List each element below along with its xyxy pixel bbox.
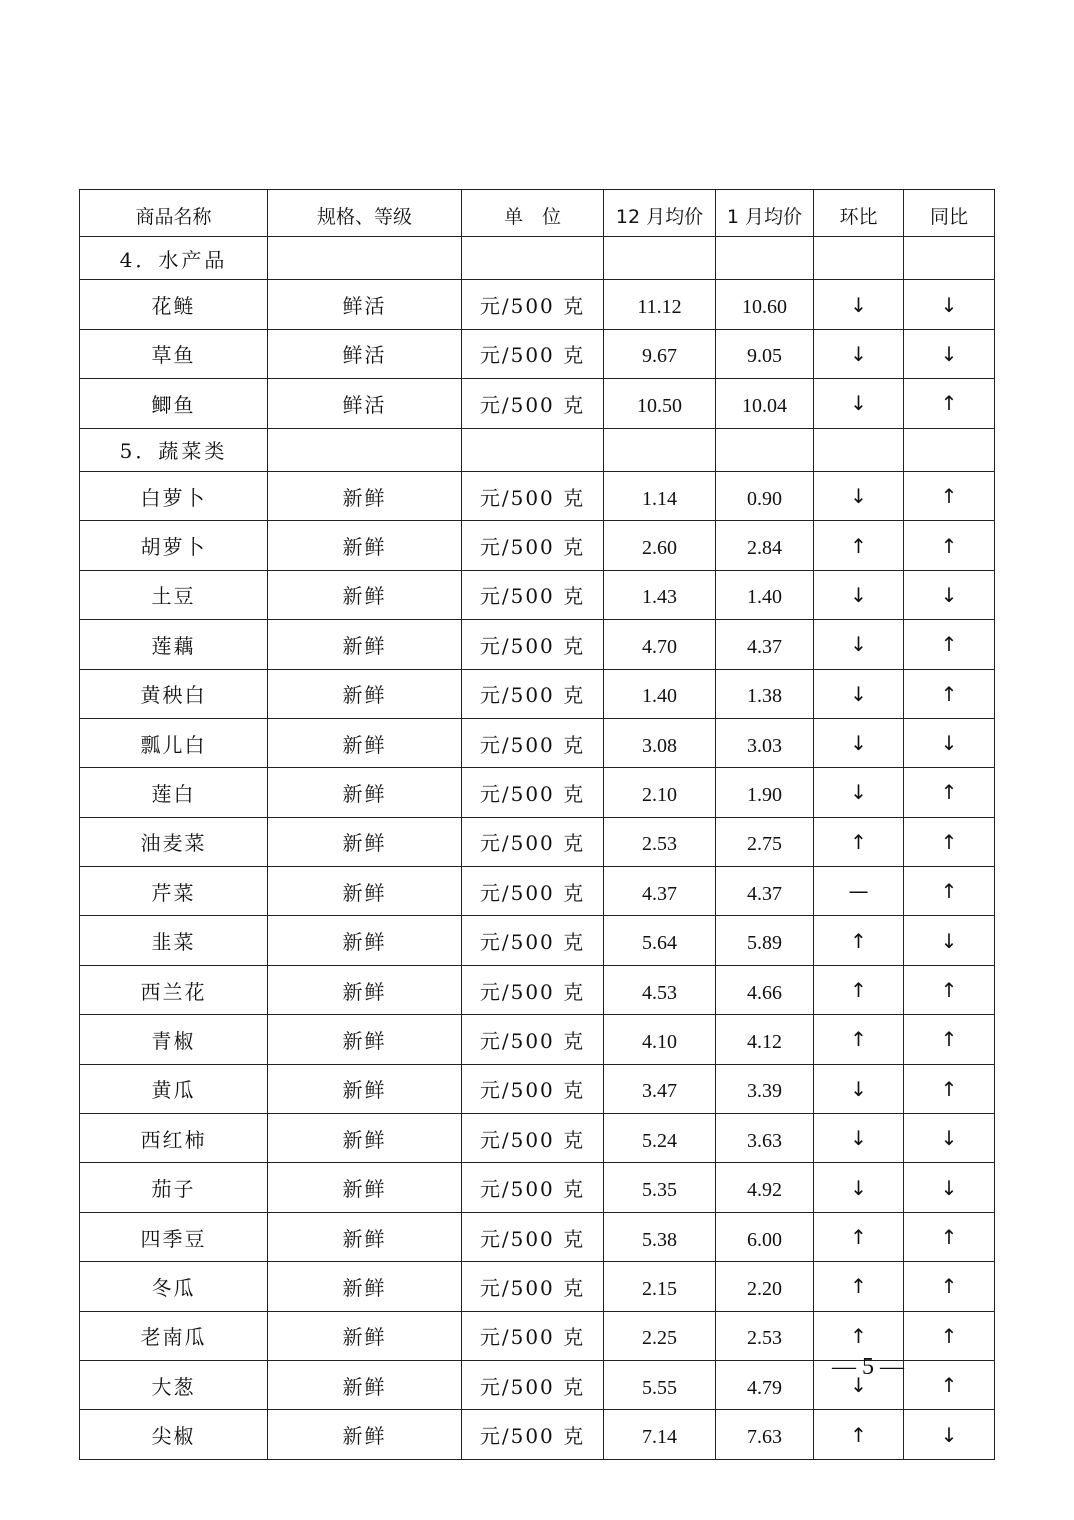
cell-unit: 元/500 克 [462,379,604,428]
cell-mom-trend: ↓ [814,718,904,767]
cell-unit: 元/500 克 [462,916,604,965]
cell-jan-price: 2.53 [716,1311,814,1360]
cell-spec: 新鲜 [268,1163,462,1212]
header-mom: 环比 [814,190,904,237]
cell-unit: 元/500 克 [462,965,604,1014]
cell-mom-trend: ↓ [814,471,904,520]
cell-spec: 鲜活 [268,379,462,428]
cell-unit: 元/500 克 [462,1114,604,1163]
section-row [80,237,995,280]
table-row [80,916,995,965]
header-spec: 规格、等级 [268,190,462,237]
cell-name: 冬瓜 [80,1262,268,1311]
page-number: — 5 — [832,1354,904,1380]
header-yoy: 同比 [904,190,995,237]
section-empty-cell [268,237,462,280]
cell-dec-price: 10.50 [604,379,716,428]
cell-dec-price: 4.70 [604,620,716,669]
cell-spec: 新鲜 [268,1212,462,1261]
cell-jan-price: 3.39 [716,1064,814,1113]
cell-name: 油麦菜 [80,817,268,866]
cell-jan-price: 4.12 [716,1015,814,1064]
cell-yoy-trend: ↑ [904,379,995,428]
cell-dec-price: 2.10 [604,768,716,817]
cell-spec: 新鲜 [268,1311,462,1360]
table-row [80,1163,995,1212]
cell-name: 芹菜 [80,867,268,916]
cell-jan-price: 1.40 [716,570,814,619]
cell-yoy-trend: ↑ [904,669,995,718]
cell-spec: 新鲜 [268,768,462,817]
cell-unit: 元/500 克 [462,1262,604,1311]
cell-name: 土豆 [80,570,268,619]
cell-mom-trend: ↑ [814,1262,904,1311]
cell-jan-price: 3.03 [716,718,814,767]
cell-name: 大葱 [80,1360,268,1409]
cell-jan-price: 10.60 [716,280,814,329]
cell-dec-price: 2.15 [604,1262,716,1311]
cell-name: 瓢儿白 [80,718,268,767]
cell-name: 尖椒 [80,1410,268,1459]
cell-jan-price: 2.20 [716,1262,814,1311]
cell-spec: 新鲜 [268,471,462,520]
cell-yoy-trend: ↓ [904,1163,995,1212]
cell-spec: 新鲜 [268,817,462,866]
section-empty-cell [716,428,814,471]
table-row [80,1262,995,1311]
cell-dec-price: 2.53 [604,817,716,866]
cell-unit: 元/500 克 [462,280,604,329]
cell-jan-price: 6.00 [716,1212,814,1261]
cell-name: 青椒 [80,1015,268,1064]
cell-unit: 元/500 克 [462,570,604,619]
cell-spec: 新鲜 [268,521,462,570]
table-row [80,280,995,329]
cell-spec: 新鲜 [268,570,462,619]
table-row [80,1015,995,1064]
cell-dec-price: 3.08 [604,718,716,767]
cell-spec: 鲜活 [268,280,462,329]
cell-yoy-trend: ↑ [904,768,995,817]
cell-mom-trend: ↓ [814,1064,904,1113]
cell-jan-price: 3.63 [716,1114,814,1163]
cell-dec-price: 11.12 [604,280,716,329]
cell-unit: 元/500 克 [462,1015,604,1064]
cell-mom-trend: ↑ [814,1410,904,1459]
cell-dec-price: 5.24 [604,1114,716,1163]
cell-name: 黄秧白 [80,669,268,718]
cell-spec: 新鲜 [268,1262,462,1311]
cell-name: 鲫鱼 [80,379,268,428]
table-row [80,1064,995,1113]
cell-dec-price: 5.64 [604,916,716,965]
cell-name: 胡萝卜 [80,521,268,570]
section-empty-cell [814,237,904,280]
cell-dec-price: 9.67 [604,329,716,378]
cell-name: 茄子 [80,1163,268,1212]
cell-spec: 新鲜 [268,1410,462,1459]
cell-mom-trend: ↓ [814,669,904,718]
section-empty-cell [904,237,995,280]
table-row [80,1410,995,1459]
section-empty-cell [604,237,716,280]
cell-dec-price: 1.40 [604,669,716,718]
price-table [79,189,995,1460]
cell-yoy-trend: ↓ [904,916,995,965]
cell-dec-price: 1.43 [604,570,716,619]
cell-unit: 元/500 克 [462,620,604,669]
cell-spec: 新鲜 [268,718,462,767]
cell-mom-trend: ↓ [814,1114,904,1163]
cell-mom-trend: ↓ [814,329,904,378]
table-row [80,1212,995,1261]
cell-jan-price: 0.90 [716,471,814,520]
header-row [80,190,995,237]
cell-name: 花鲢 [80,280,268,329]
cell-name: 韭菜 [80,916,268,965]
cell-spec: 新鲜 [268,867,462,916]
cell-unit: 元/500 克 [462,817,604,866]
table-row [80,817,995,866]
section-empty-cell [462,237,604,280]
cell-unit: 元/500 克 [462,768,604,817]
header-unit: 单 位 [462,190,604,237]
cell-mom-trend: ↓ [814,768,904,817]
cell-jan-price: 7.63 [716,1410,814,1459]
table-row [80,669,995,718]
cell-yoy-trend: ↑ [904,965,995,1014]
cell-jan-price: 5.89 [716,916,814,965]
cell-name: 黄瓜 [80,1064,268,1113]
cell-jan-price: 9.05 [716,329,814,378]
cell-unit: 元/500 克 [462,329,604,378]
cell-mom-trend: ↑ [814,1311,904,1360]
cell-name: 西兰花 [80,965,268,1014]
table-row [80,867,995,916]
section-title: 4．水产品 [80,237,268,280]
cell-jan-price: 2.75 [716,817,814,866]
cell-name: 西红柿 [80,1114,268,1163]
cell-yoy-trend: ↓ [904,280,995,329]
cell-unit: 元/500 克 [462,867,604,916]
cell-mom-trend: ↓ [814,379,904,428]
cell-unit: 元/500 克 [462,669,604,718]
cell-dec-price: 7.14 [604,1410,716,1459]
cell-yoy-trend: ↑ [904,867,995,916]
cell-spec: 新鲜 [268,1015,462,1064]
cell-dec-price: 5.38 [604,1212,716,1261]
header-dec-price: 12 月均价 [604,190,716,237]
cell-mom-trend: ↑ [814,1015,904,1064]
cell-spec: 鲜活 [268,329,462,378]
cell-name: 白萝卜 [80,471,268,520]
section-empty-cell [904,428,995,471]
cell-yoy-trend: ↓ [904,1114,995,1163]
cell-mom-trend: ↓ [814,570,904,619]
cell-unit: 元/500 克 [462,1360,604,1409]
cell-mom-trend: ↑ [814,521,904,570]
cell-spec: 新鲜 [268,916,462,965]
cell-yoy-trend: ↓ [904,718,995,767]
cell-yoy-trend: ↓ [904,329,995,378]
cell-yoy-trend: ↑ [904,471,995,520]
cell-mom-trend: ↑ [814,916,904,965]
table-row [80,620,995,669]
cell-dec-price: 4.53 [604,965,716,1014]
cell-yoy-trend: ↓ [904,1410,995,1459]
cell-spec: 新鲜 [268,1064,462,1113]
cell-dec-price: 4.37 [604,867,716,916]
header-name: 商品名称 [80,190,268,237]
cell-dec-price: 3.47 [604,1064,716,1113]
section-title: 5．蔬菜类 [80,428,268,471]
cell-mom-trend: ↑ [814,817,904,866]
cell-dec-price: 1.14 [604,471,716,520]
cell-spec: 新鲜 [268,965,462,1014]
cell-mom-trend: ↓ [814,1163,904,1212]
cell-dec-price: 5.55 [604,1360,716,1409]
cell-mom-trend: ↓ [814,280,904,329]
cell-name: 四季豆 [80,1212,268,1261]
table-body [80,237,995,1460]
cell-yoy-trend: ↑ [904,620,995,669]
cell-mom-trend: ↑ [814,1212,904,1261]
section-row [80,428,995,471]
cell-unit: 元/500 克 [462,1410,604,1459]
cell-mom-trend: ↑ [814,965,904,1014]
cell-yoy-trend: ↑ [904,521,995,570]
cell-spec: 新鲜 [268,620,462,669]
table-row [80,768,995,817]
cell-dec-price: 4.10 [604,1015,716,1064]
cell-jan-price: 1.90 [716,768,814,817]
section-empty-cell [604,428,716,471]
cell-dec-price: 2.60 [604,521,716,570]
cell-unit: 元/500 克 [462,521,604,570]
cell-mom-trend: ↓ [814,1360,904,1409]
cell-yoy-trend: ↑ [904,1015,995,1064]
table-row [80,570,995,619]
cell-name: 草鱼 [80,329,268,378]
cell-jan-price: 1.38 [716,669,814,718]
cell-unit: 元/500 克 [462,1064,604,1113]
table-row [80,521,995,570]
cell-spec: 新鲜 [268,1360,462,1409]
cell-spec: 新鲜 [268,669,462,718]
cell-yoy-trend: ↑ [904,1360,995,1409]
cell-yoy-trend: ↑ [904,1311,995,1360]
cell-yoy-trend: ↑ [904,1212,995,1261]
section-empty-cell [814,428,904,471]
table-row [80,718,995,767]
cell-yoy-trend: ↑ [904,1262,995,1311]
cell-mom-trend: ↓ [814,620,904,669]
cell-jan-price: 4.37 [716,867,814,916]
cell-yoy-trend: ↑ [904,817,995,866]
cell-name: 老南瓜 [80,1311,268,1360]
section-empty-cell [462,428,604,471]
cell-jan-price: 10.04 [716,379,814,428]
cell-mom-trend: — [814,867,904,916]
section-empty-cell [716,237,814,280]
cell-name: 莲藕 [80,620,268,669]
cell-unit: 元/500 克 [462,471,604,520]
cell-dec-price: 2.25 [604,1311,716,1360]
table-row [80,329,995,378]
cell-name: 莲白 [80,768,268,817]
cell-unit: 元/500 克 [462,1311,604,1360]
cell-jan-price: 4.66 [716,965,814,1014]
cell-unit: 元/500 克 [462,718,604,767]
table-row [80,379,995,428]
table-row [80,965,995,1014]
cell-yoy-trend: ↑ [904,1064,995,1113]
cell-jan-price: 4.37 [716,620,814,669]
cell-unit: 元/500 克 [462,1212,604,1261]
cell-jan-price: 4.79 [716,1360,814,1409]
section-empty-cell [268,428,462,471]
cell-jan-price: 2.84 [716,521,814,570]
table-row [80,1114,995,1163]
cell-spec: 新鲜 [268,1114,462,1163]
cell-unit: 元/500 克 [462,1163,604,1212]
cell-yoy-trend: ↓ [904,570,995,619]
table-row [80,471,995,520]
header-jan-price: 1 月均价 [716,190,814,237]
cell-jan-price: 4.92 [716,1163,814,1212]
cell-dec-price: 5.35 [604,1163,716,1212]
